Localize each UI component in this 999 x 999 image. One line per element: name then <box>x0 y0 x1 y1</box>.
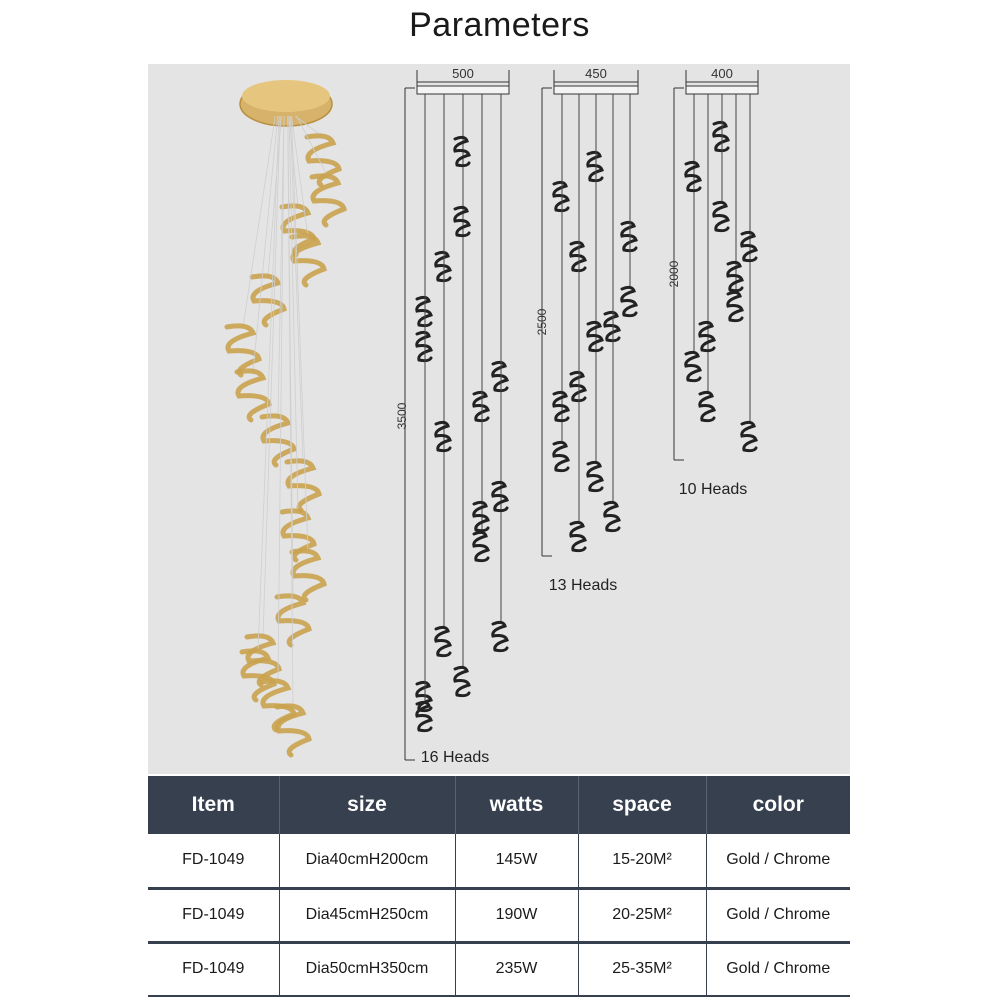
canopy <box>417 86 509 94</box>
chandelier-illustration <box>148 64 850 774</box>
spiral-head <box>700 322 714 350</box>
hanging-wire <box>263 116 280 637</box>
cell-space: 20-25M² <box>578 888 706 942</box>
chandelier-photo <box>227 80 344 755</box>
spiral-head <box>436 252 450 280</box>
height-label: 2500 <box>535 308 549 336</box>
header-watts: watts <box>455 776 578 834</box>
diagram-10-heads <box>667 66 758 498</box>
diagram-panel <box>148 64 850 774</box>
spiral-head <box>417 297 431 325</box>
spiral-head <box>605 502 619 530</box>
header-size: size <box>279 776 455 834</box>
cell-size: Dia50cmH350cm <box>279 942 455 996</box>
gold-spiral-head <box>252 276 284 325</box>
spiral-head <box>686 162 700 190</box>
hanging-wire <box>243 116 275 327</box>
cell-item: FD-1049 <box>148 888 279 942</box>
spiral-head <box>571 522 585 550</box>
spiral-head <box>554 392 568 420</box>
table-row <box>148 888 850 942</box>
spiral-head <box>714 122 728 150</box>
height-label: 3500 <box>395 402 409 430</box>
cell-watts: 145W <box>455 834 578 888</box>
gold-spiral-head <box>237 371 269 420</box>
cell-size: Dia45cmH250cm <box>279 888 455 942</box>
spiral-head <box>686 352 700 380</box>
page-title: Parameters <box>409 6 590 44</box>
spiral-head <box>493 622 507 650</box>
hanging-wire <box>258 116 279 652</box>
width-label: 400 <box>711 66 733 81</box>
spiral-head <box>436 422 450 450</box>
diagram-13-heads <box>535 66 638 594</box>
spiral-head <box>474 502 488 530</box>
cell-space: 25-35M² <box>578 942 706 996</box>
heads-label: 16 Heads <box>420 749 490 766</box>
spiral-head <box>455 137 469 165</box>
spiral-head <box>728 262 742 290</box>
width-label: 500 <box>452 66 474 81</box>
spiral-head <box>742 422 756 450</box>
spiral-head <box>728 292 742 320</box>
cell-color: Gold / Chrome <box>726 960 831 978</box>
spiral-head <box>554 442 568 470</box>
cell-color: Gold / Chrome <box>726 906 831 923</box>
canopy <box>686 86 758 94</box>
cell-item: FD-1049 <box>148 942 279 996</box>
spec-table <box>148 776 850 997</box>
hanging-wire <box>290 116 303 462</box>
spiral-head <box>622 222 636 250</box>
diagram-16-heads <box>395 66 509 766</box>
width-label: 450 <box>585 66 607 81</box>
gold-spiral-head <box>227 326 259 375</box>
cell-space: 15-20M² <box>578 834 706 888</box>
spiral-head <box>474 392 488 420</box>
table-row <box>148 834 850 888</box>
canopy-top <box>242 80 330 112</box>
spiral-head <box>742 232 756 260</box>
spiral-head <box>700 392 714 420</box>
spiral-head <box>493 482 507 510</box>
spiral-head <box>455 207 469 235</box>
table-row <box>148 942 850 996</box>
spiral-head <box>571 242 585 270</box>
cell-watts: 190W <box>455 888 578 942</box>
spiral-head <box>588 462 602 490</box>
spiral-head <box>474 532 488 560</box>
heads-label: 10 Heads <box>678 481 748 498</box>
spiral-head <box>714 202 728 230</box>
header-item: Item <box>148 776 279 834</box>
cell-item: FD-1049 <box>148 834 279 888</box>
height-label: 2000 <box>667 260 681 288</box>
spiral-head <box>588 152 602 180</box>
spiral-head <box>436 627 450 655</box>
spiral-head <box>493 362 507 390</box>
canopy <box>554 86 638 94</box>
spiral-head <box>605 312 619 340</box>
spiral-head <box>571 372 585 400</box>
spiral-head <box>455 667 469 695</box>
spiral-head <box>554 182 568 210</box>
spiral-head <box>588 322 602 350</box>
cell-color: Gold / Chrome <box>726 851 831 869</box>
spiral-head <box>622 287 636 315</box>
cell-watts: 235W <box>455 942 578 996</box>
table-header-row <box>148 776 850 834</box>
header-color: color <box>752 793 804 816</box>
heads-label: 13 Heads <box>548 577 618 594</box>
cell-size: Dia40cmH200cm <box>279 834 455 888</box>
spiral-head <box>417 332 431 360</box>
header-space: space <box>578 776 706 834</box>
gold-spiral-head <box>277 596 309 645</box>
